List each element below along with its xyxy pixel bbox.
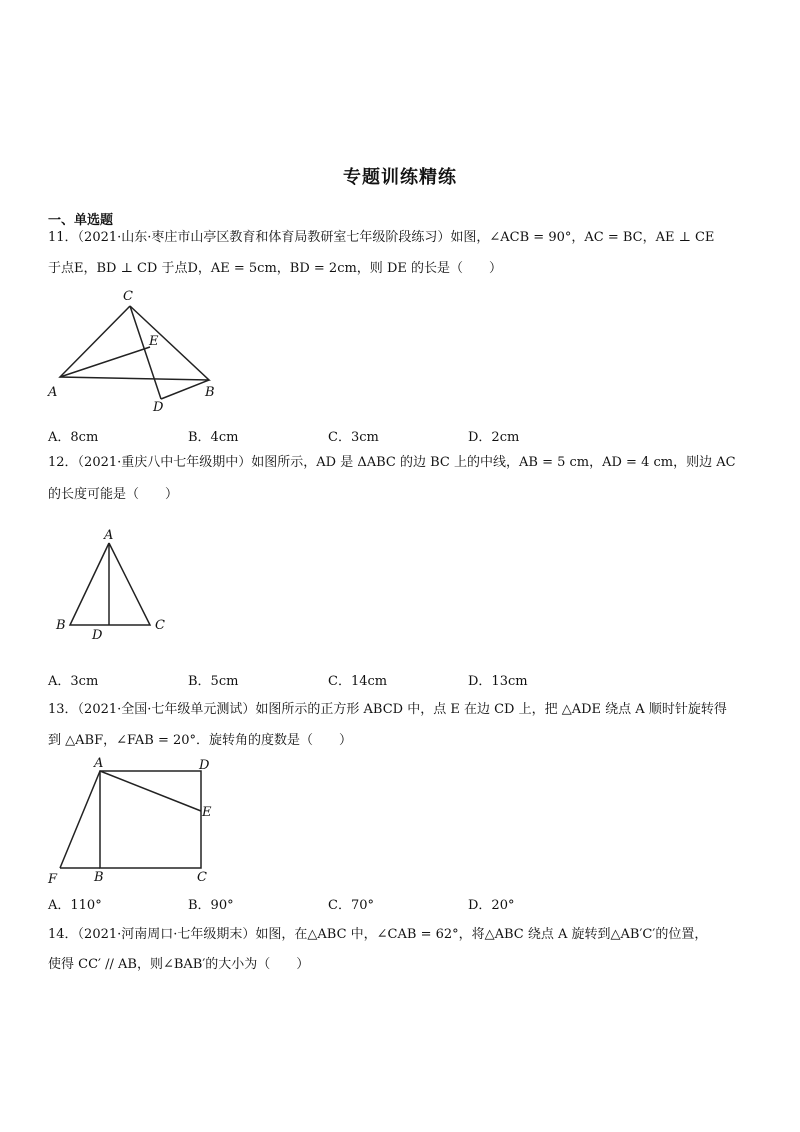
- label-E: E: [149, 334, 159, 349]
- question-13-figure: [44, 755, 224, 887]
- q13-option-c[interactable]: C．70°: [328, 898, 374, 913]
- label-E: E: [202, 805, 212, 820]
- label-C: C: [155, 618, 165, 633]
- label-C: C: [197, 870, 207, 885]
- question-12-line-2: 的长度可能是（ ）: [48, 487, 179, 502]
- label-B: B: [205, 385, 215, 400]
- label-B: B: [94, 870, 104, 885]
- section-heading: 一、单选题: [48, 213, 114, 228]
- question-11-line-2: 于点E，BD ⊥ CD 于点D，AE = 5cm，BD = 2cm，则 DE 的长是（ ）: [48, 261, 502, 276]
- q11-option-b[interactable]: B．4cm: [188, 430, 239, 445]
- q11-option-c[interactable]: C．3cm: [328, 430, 379, 445]
- question-14-line-1: 14．（2021·河南周口·七年级期末）如图，在△ABC 中，∠CAB = 62°，将△ABC 绕点 A 旋转到△AB′C′的位置，: [48, 927, 708, 942]
- label-D: D: [153, 400, 164, 414]
- question-14-line-2: 使得 CC′ // AB，则∠BAB′的大小为（ ）: [48, 957, 310, 972]
- label-B: B: [56, 618, 66, 633]
- q12-option-d[interactable]: D．13cm: [468, 674, 528, 689]
- q12-option-b[interactable]: B．5cm: [188, 674, 239, 689]
- q11-option-d[interactable]: D．2cm: [468, 430, 520, 445]
- q12-option-c[interactable]: C．14cm: [328, 674, 388, 689]
- label-C: C: [123, 289, 133, 304]
- q12-option-a[interactable]: A．3cm: [48, 674, 99, 689]
- label-F: F: [48, 872, 58, 887]
- question-13-line-2: 到 △ABF，∠FAB = 20°．旋转角的度数是（ ）: [48, 733, 353, 748]
- q13-option-b[interactable]: B．90°: [188, 898, 234, 913]
- label-D: D: [92, 628, 103, 643]
- q13-option-a[interactable]: A．110°: [48, 898, 102, 913]
- label-A: A: [48, 385, 58, 400]
- question-12-line-1: 12．（2021·重庆八中七年级期中）如图所示，AD 是 ΔABC 的边 BC 上的中线，AB = 5 cm，AD = 4 cm，则边 AC: [48, 455, 736, 470]
- label-D: D: [199, 758, 210, 773]
- q11-option-a[interactable]: A．8cm: [48, 430, 99, 445]
- label-A: A: [94, 756, 104, 771]
- question-13-line-1: 13．（2021·全国·七年级单元测试）如图所示的正方形 ABCD 中，点 E 在边 CD 上，把 △ADE 绕点 A 顺时针旋转得: [48, 702, 727, 717]
- question-12-figure: [50, 525, 180, 643]
- label-A: A: [104, 528, 114, 543]
- question-11-line-1: 11．（2021·山东·枣庄市山亭区教育和体育局教研室七年级阶段练习）如图，∠ACB = 90°，AC = BC，AE ⊥ CE: [48, 230, 715, 245]
- q13-option-d[interactable]: D．20°: [468, 898, 515, 913]
- page-title: 专题训练精练: [343, 167, 457, 188]
- question-11-figure: [40, 284, 240, 414]
